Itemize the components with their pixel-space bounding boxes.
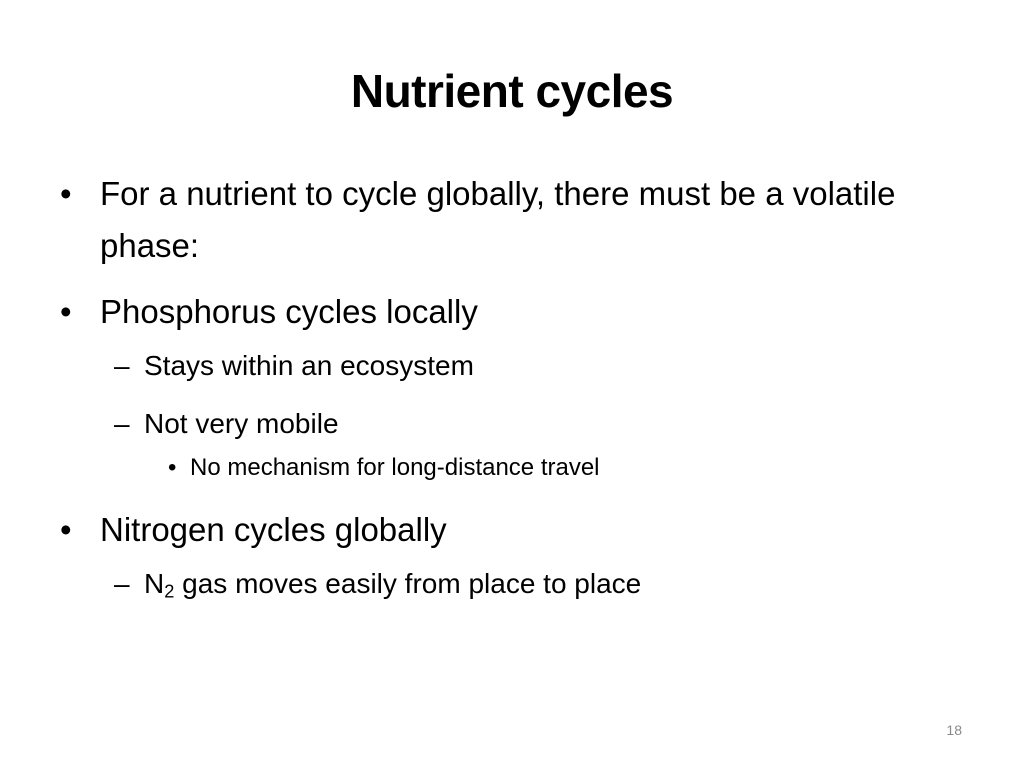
sub-bullet-not-mobile (56, 402, 956, 446)
page-number: 18 (946, 722, 962, 738)
bullet-marker: • (168, 454, 177, 481)
sub-sub-bullet-text: No mechanism for long-distance travel (190, 454, 600, 481)
slide-title: Nutrient cycles (350, 65, 674, 117)
dash-marker: – (114, 408, 130, 439)
dash-marker: – (114, 350, 130, 381)
bullet-marker: • (60, 175, 72, 212)
sub-sub-bullet-no-mechanism (56, 450, 956, 486)
subscript-two: 2 (164, 581, 175, 602)
n2-description: gas moves easily from place to place (174, 568, 642, 599)
sub-bullet-text: Stays within an ecosystem (144, 350, 474, 381)
bullet-text: Phosphorus cycles locally (100, 293, 478, 330)
bullet-marker: • (60, 511, 72, 548)
bullet-nitrogen (56, 504, 956, 556)
sub-bullet-text: Not very mobile (144, 408, 339, 439)
bullet-volatile-phase (56, 168, 956, 272)
bullet-phosphorus (56, 286, 956, 338)
bullet-marker: • (60, 293, 72, 330)
dash-marker: – (114, 568, 130, 599)
sub-bullet-n2-gas (56, 562, 956, 614)
slide-body (56, 168, 956, 628)
bullet-text: Nitrogen cycles globally (100, 511, 447, 548)
n-symbol: N (144, 568, 165, 599)
sub-bullet-stays-within (56, 344, 956, 388)
bullet-text: For a nutrient to cycle globally, there must be a volatile phase: (100, 175, 896, 264)
sub-bullet-text (144, 568, 642, 602)
